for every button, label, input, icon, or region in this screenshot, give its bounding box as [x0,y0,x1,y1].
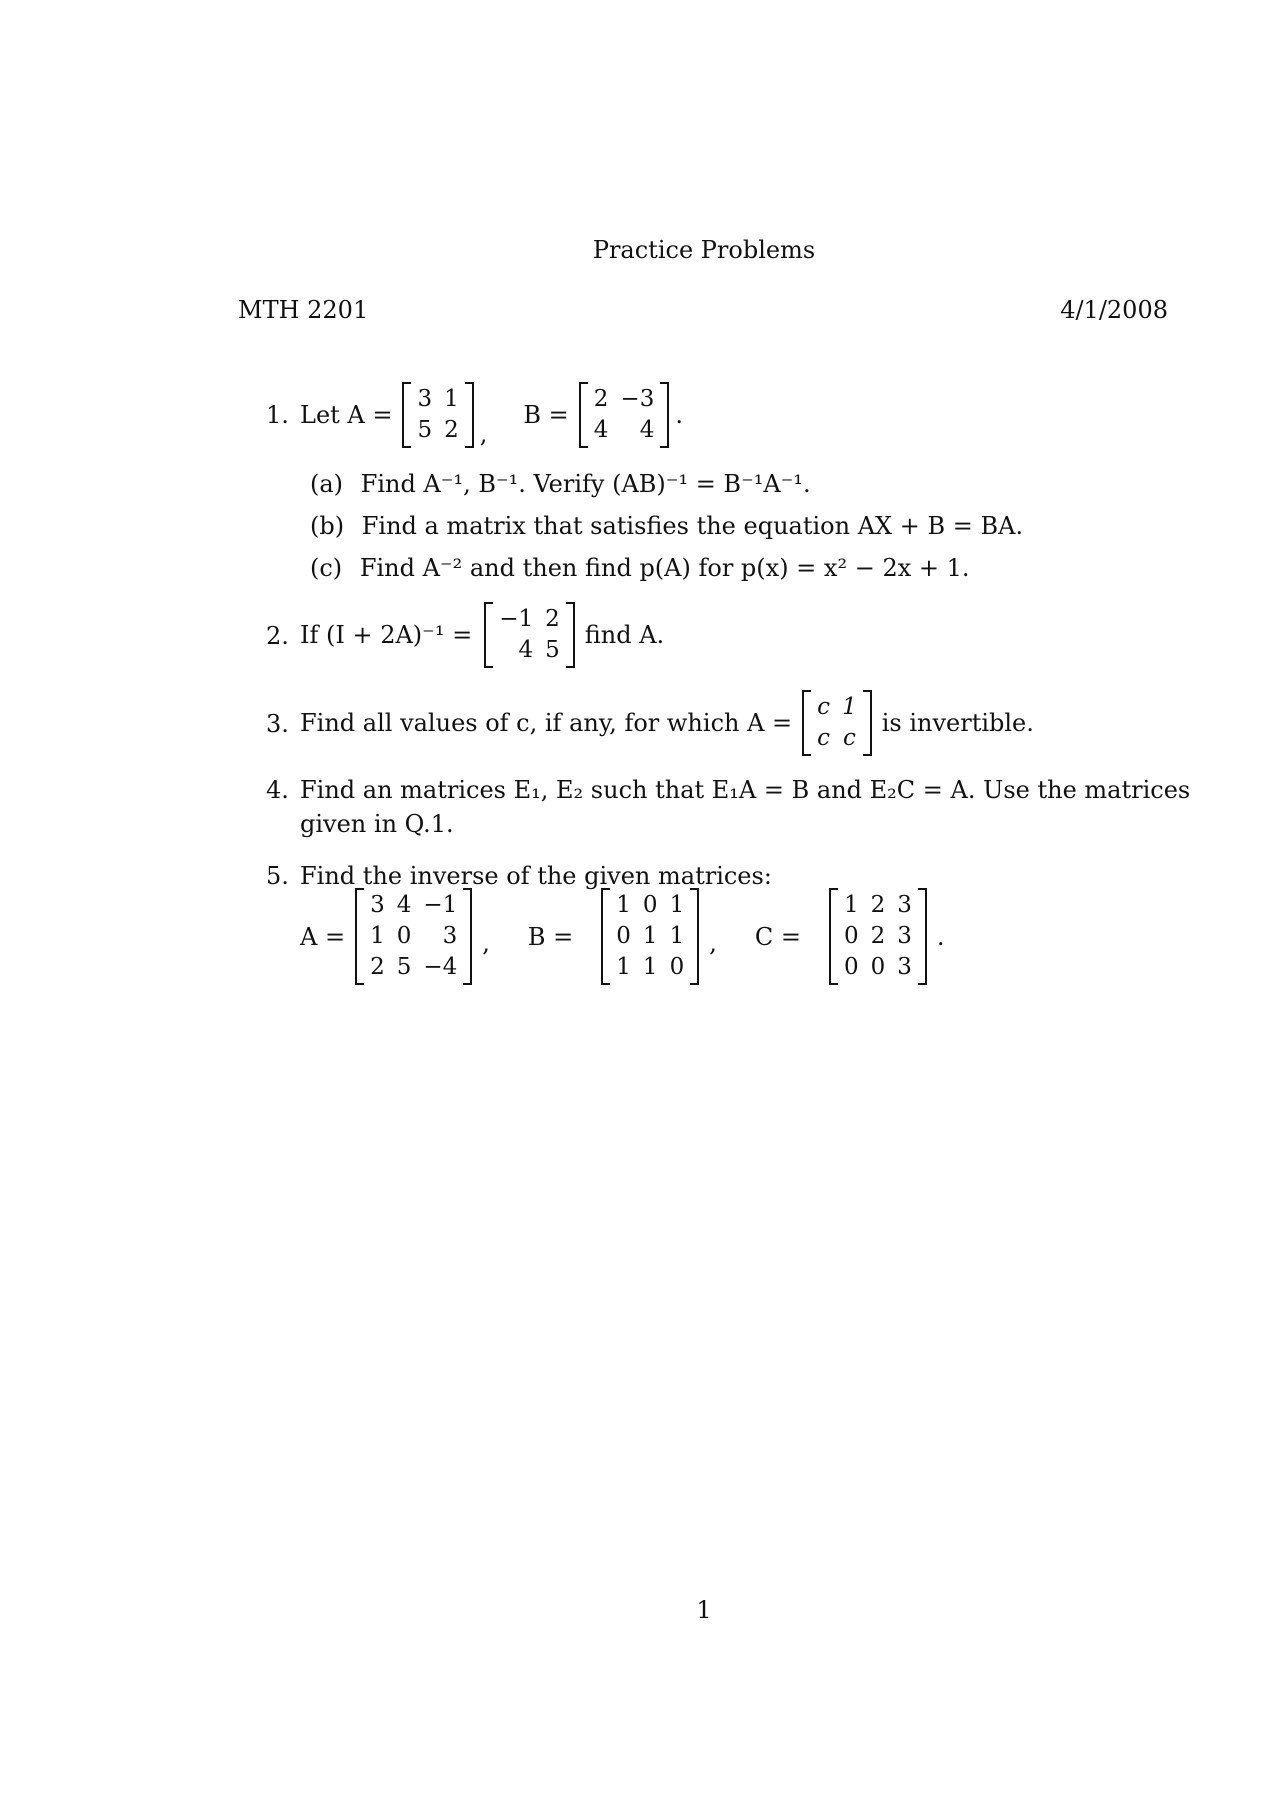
matrix-entry: c [842,725,856,751]
matrix-entry: 0 [843,954,859,980]
problem-5-matrix-b [601,888,699,985]
matrix-entry: 3 [897,892,912,918]
problem-1-matrix-b [579,382,670,448]
matrix-entry: 4 [396,892,412,918]
bracket-right [690,888,699,985]
matrix-entry: 2 [370,954,385,980]
problem-2-number: 2. [266,622,289,650]
matrix-entry: 2 [545,606,560,632]
matrix-entry: −1 [423,892,458,918]
matrix-entry: 0 [669,954,685,980]
problem-1b-label: (b) [310,512,345,540]
page-number: 1 [696,1596,712,1624]
bracket-right [465,382,474,448]
matrix-entry: c [817,725,831,751]
matrix-entry: 4 [593,417,609,443]
matrix-entry: 0 [642,892,658,918]
bracket-left [802,690,811,756]
bracket-right [463,888,472,985]
problem-1-matrix-a [402,382,473,448]
problem-1a [310,470,811,498]
problem-5-a-label: A = [300,922,346,951]
bracket-left [355,888,364,985]
matrix-entry: 1 [669,923,685,949]
course-code: MTH 2201 [238,296,369,324]
problem-2-after: find A. [584,621,665,649]
matrix-entry: 1 [444,386,459,412]
matrix-entry: 2 [444,417,459,443]
matrix-entry: −3 [620,386,655,412]
matrix-entry: 0 [616,923,631,949]
problem-1c [310,554,970,582]
matrix-entry: 2 [870,892,886,918]
matrix-entry: 3 [370,892,385,918]
bracket-right [863,690,872,756]
problem-5-matrix-c [829,888,927,985]
problem-5-matrices [300,888,945,985]
problem-1c-text: Find A⁻² and then find p(A) for p(x) = x² − 2x + 1. [359,554,970,582]
bracket-left [402,382,411,448]
problem-2-statement [300,602,664,668]
matrix-entry: 1 [669,892,685,918]
problem-5-b-label: B = [527,922,574,951]
problem-4-number: 4. [266,776,289,804]
problem-2-intro: If (I + 2A)⁻¹ = [300,621,473,649]
problem-1b [310,512,1023,540]
matrix-entry: 0 [396,923,412,949]
problem-5-period: . [936,922,945,951]
matrix-entry: c [817,694,831,720]
matrix-entry: 3 [417,386,433,412]
bracket-left [829,888,838,985]
problem-4-line-1: Find an matrices E₁, E₂ such that E₁A = B and E₂C = A. Use the matrices [300,776,1191,804]
problem-1-intro: Let A = [300,401,393,429]
matrix-entry: 5 [417,417,433,443]
matrix-entry: 3 [897,954,912,980]
problem-2-matrix [484,602,575,668]
problem-1c-label: (c) [310,554,343,582]
problem-1b-text: Find a matrix that satisfies the equation AX + B = BA. [361,512,1024,540]
matrix-entry: 4 [518,637,534,663]
matrix-entry: 5 [396,954,412,980]
matrix-entry: −4 [423,954,458,980]
bracket-left [601,888,610,985]
matrix-entry: 0 [870,954,886,980]
problem-5-comma-1: , [482,929,490,957]
bracket-right [918,888,927,985]
problem-3-intro: Find all values of c, if any, for which A = [300,709,793,737]
problem-1-period: . [675,401,683,429]
problem-5-comma-2: , [709,929,717,957]
bracket-left [484,602,493,668]
problem-5-number: 5. [266,862,289,890]
matrix-entry: 1 [642,923,658,949]
matrix-entry: 1 [616,892,631,918]
matrix-entry: 2 [870,923,886,949]
problem-3-number: 3. [266,710,289,738]
problem-3-matrix [802,690,872,756]
problem-5-intro: Find the inverse of the given matrices: [300,862,772,890]
problem-3-statement [300,690,1034,756]
bracket-left [579,382,588,448]
matrix-entry: 1 [370,923,385,949]
problem-4-line-2: given in Q.1. [300,810,454,838]
problem-1a-label: (a) [310,470,344,498]
matrix-entry: 1 [843,892,859,918]
matrix-entry: −1 [499,606,534,632]
problem-5-c-label: C = [754,922,801,951]
problem-1-number: 1. [266,401,289,429]
matrix-entry: 1 [842,694,857,720]
matrix-entry: 1 [642,954,658,980]
problem-1a-text: Find A⁻¹, B⁻¹. Verify (AB)⁻¹ = B⁻¹A⁻¹. [360,470,811,498]
date: 4/1/2008 [1060,296,1168,324]
problem-1-b-label: B = [523,401,569,429]
matrix-entry: 2 [593,386,609,412]
problem-5-matrix-a [355,888,472,985]
page-title: Practice Problems [592,236,816,264]
bracket-right [660,382,669,448]
problem-1-statement [300,382,683,448]
matrix-entry: 0 [843,923,859,949]
matrix-entry: 3 [897,923,912,949]
problem-1-comma: , [479,420,488,448]
matrix-entry: 4 [639,417,655,443]
matrix-entry: 3 [442,923,458,949]
matrix-entry: 5 [545,637,560,663]
matrix-entry: 1 [616,954,631,980]
bracket-right [566,602,575,668]
problem-3-after: is invertible. [881,709,1034,737]
